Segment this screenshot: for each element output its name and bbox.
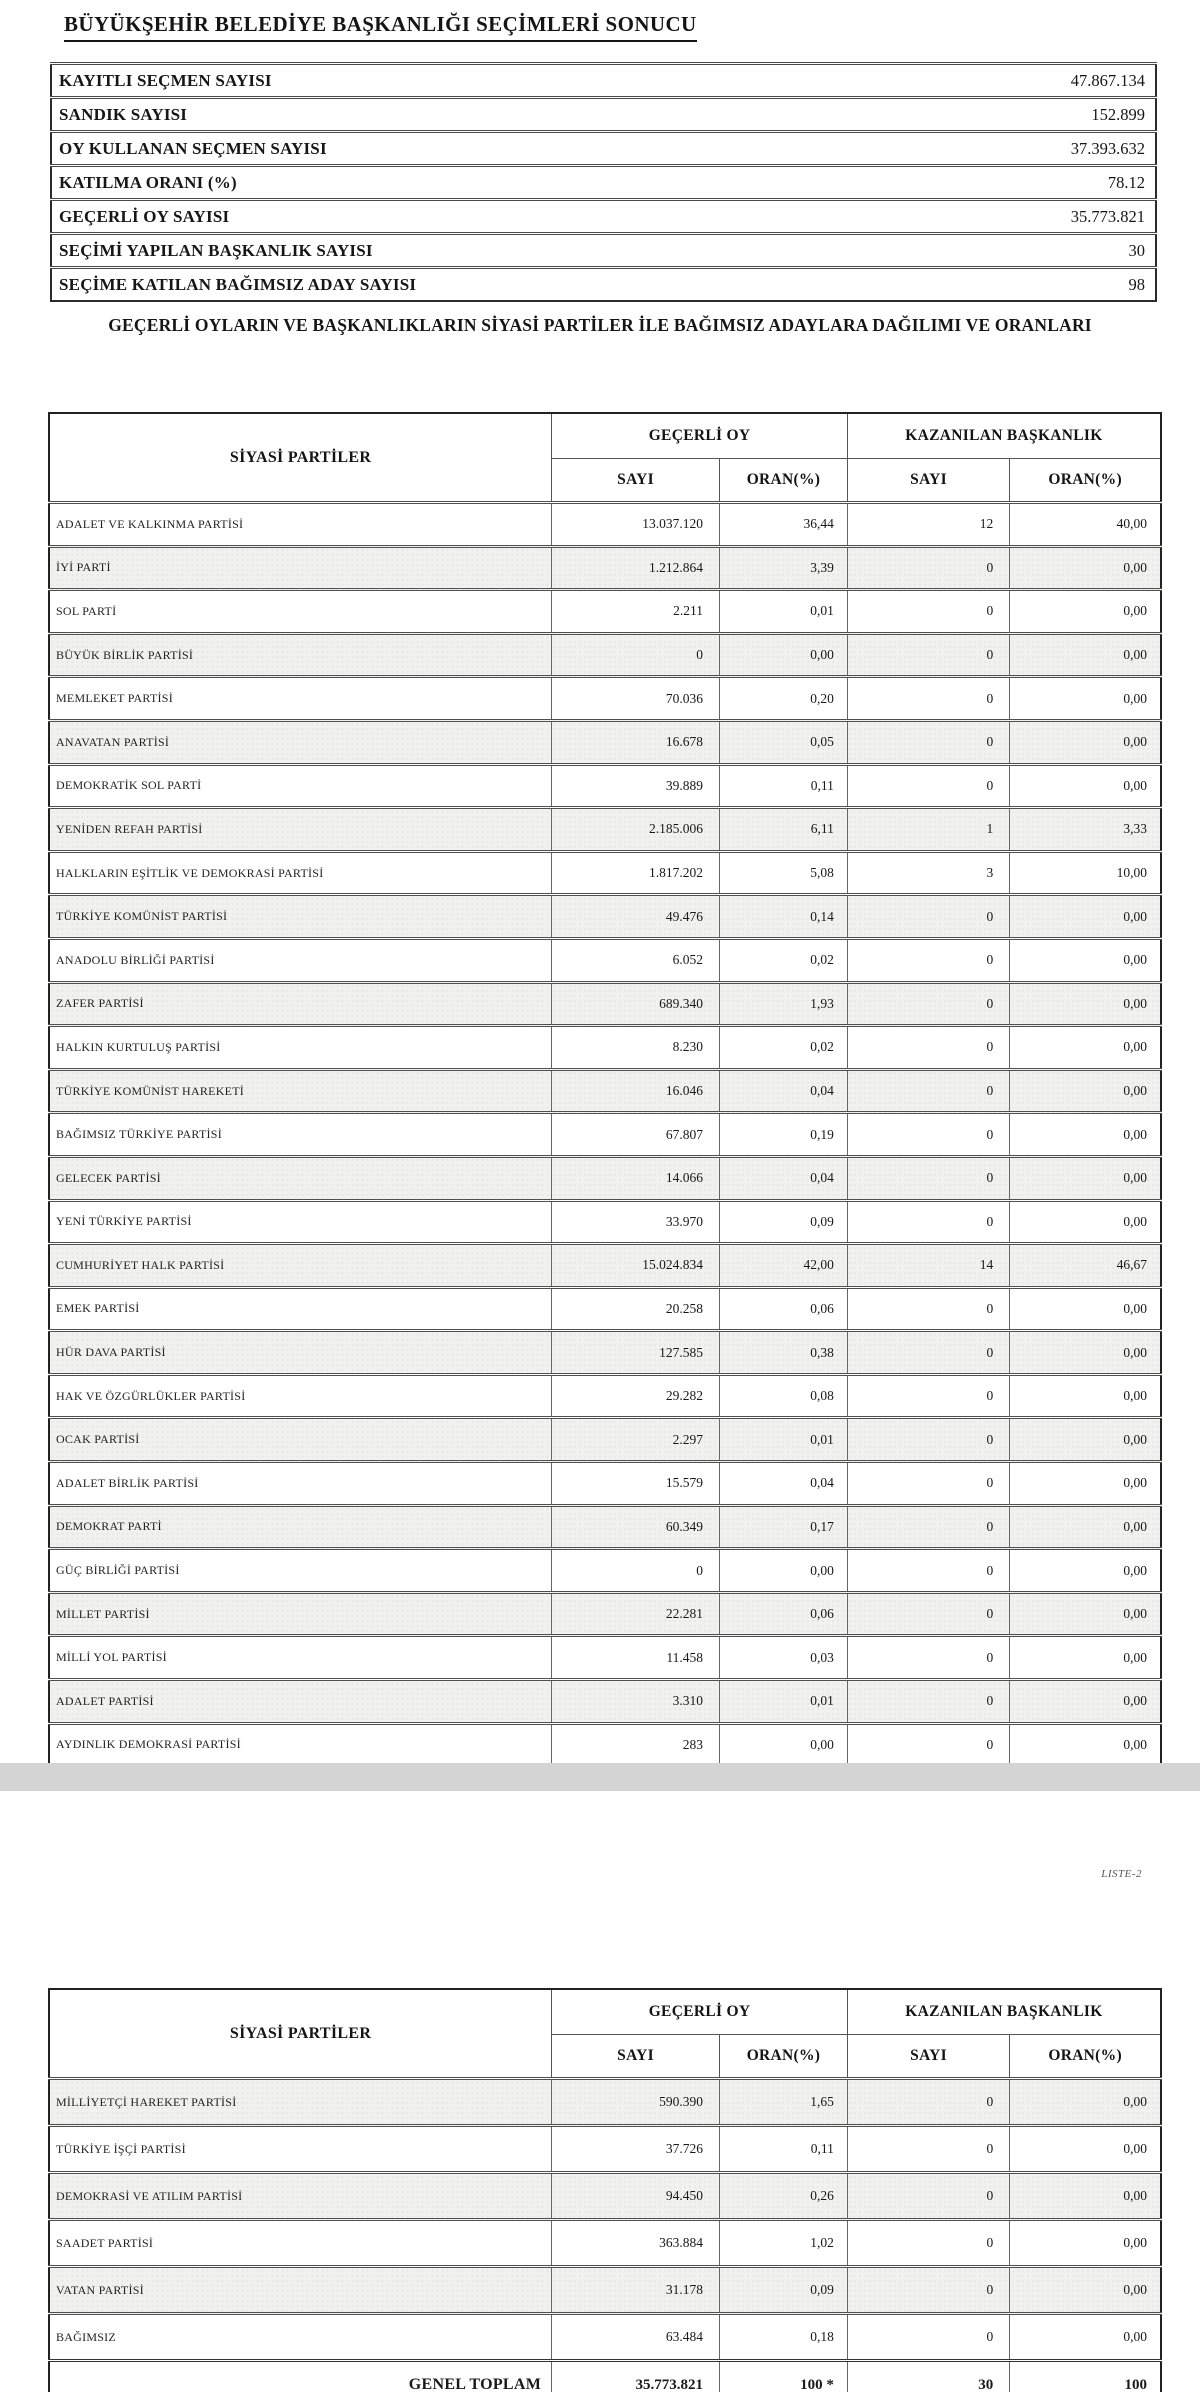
summary-label: SANDIK SAYISI bbox=[51, 98, 847, 132]
seats-cell: 0 bbox=[847, 1592, 1009, 1636]
seats-cell: 0 bbox=[847, 2267, 1009, 2314]
party-name-cell: MİLLİYETÇİ HAREKET PARTİSİ bbox=[49, 2079, 552, 2126]
seats-cell: 0 bbox=[847, 1636, 1009, 1680]
party-name-cell: ZAFER PARTİSİ bbox=[49, 982, 552, 1026]
seat-percent-cell: 0,00 bbox=[1010, 2220, 1161, 2267]
party-name-cell: DEMOKRASİ VE ATILIM PARTİSİ bbox=[49, 2173, 552, 2220]
seats-cell: 0 bbox=[847, 2220, 1009, 2267]
vote-percent-cell: 1,65 bbox=[720, 2079, 848, 2126]
votes-cell: 20.258 bbox=[552, 1287, 720, 1331]
votes-cell: 127.585 bbox=[552, 1331, 720, 1375]
party-result-row bbox=[49, 546, 1161, 590]
party-name-cell: MİLLİ YOL PARTİSİ bbox=[49, 1636, 552, 1680]
votes-cell: 16.678 bbox=[552, 720, 720, 764]
votes-cell: 11.458 bbox=[552, 1636, 720, 1680]
seat-percent-cell: 0,00 bbox=[1010, 1723, 1161, 1766]
party-result-row bbox=[49, 2079, 1161, 2126]
summary-label: OY KULLANAN SEÇMEN SAYISI bbox=[51, 132, 847, 166]
party-result-row bbox=[49, 764, 1161, 808]
party-result-row bbox=[49, 720, 1161, 764]
party-result-row bbox=[49, 590, 1161, 634]
seat-percent-cell: 0,00 bbox=[1010, 677, 1161, 721]
summary-label: KATILMA ORANI (%) bbox=[51, 166, 847, 200]
party-name-cell: YENİDEN REFAH PARTİSİ bbox=[49, 808, 552, 852]
header-won-mayorships: KAZANILAN BAŞKANLIK bbox=[847, 1989, 1161, 2035]
seat-percent-cell: 0,00 bbox=[1010, 1200, 1161, 1244]
summary-value: 35.773.821 bbox=[847, 200, 1156, 234]
main-results-table bbox=[48, 412, 1162, 1767]
votes-cell: 39.889 bbox=[552, 764, 720, 808]
seats-cell: 0 bbox=[847, 633, 1009, 677]
header-percent: ORAN(%) bbox=[1010, 459, 1161, 503]
vote-percent-cell: 0,14 bbox=[720, 895, 848, 939]
seat-percent-cell: 40,00 bbox=[1010, 503, 1161, 547]
votes-cell: 16.046 bbox=[552, 1069, 720, 1113]
party-result-row bbox=[49, 1244, 1161, 1288]
party-name-cell: ADALET VE KALKINMA PARTİSİ bbox=[49, 503, 552, 547]
summary-value: 30 bbox=[847, 234, 1156, 268]
vote-percent-cell: 0,09 bbox=[720, 1200, 848, 1244]
party-result-row bbox=[49, 938, 1161, 982]
votes-cell: 2.211 bbox=[552, 590, 720, 634]
votes-cell: 2.185.006 bbox=[552, 808, 720, 852]
seats-cell: 0 bbox=[847, 1331, 1009, 1375]
party-name-cell: BAĞIMSIZ TÜRKİYE PARTİSİ bbox=[49, 1113, 552, 1157]
party-name-cell: TÜRKİYE KOMÜNİST HAREKETİ bbox=[49, 1069, 552, 1113]
party-result-row bbox=[49, 851, 1161, 895]
seats-cell: 3 bbox=[847, 851, 1009, 895]
vote-percent-cell: 0,08 bbox=[720, 1374, 848, 1418]
seats-cell: 0 bbox=[847, 2126, 1009, 2173]
seat-percent-cell: 0,00 bbox=[1010, 1287, 1161, 1331]
votes-cell: 8.230 bbox=[552, 1026, 720, 1070]
vote-percent-cell: 6,11 bbox=[720, 808, 848, 852]
seats-cell: 0 bbox=[847, 2173, 1009, 2220]
seat-percent-cell: 0,00 bbox=[1010, 546, 1161, 590]
seats-cell: 0 bbox=[847, 1680, 1009, 1724]
summary-label: SEÇİMİ YAPILAN BAŞKANLIK SAYISI bbox=[51, 234, 847, 268]
header-count: SAYI bbox=[847, 2035, 1009, 2079]
seat-percent-cell: 0,00 bbox=[1010, 1680, 1161, 1724]
summary-row bbox=[51, 200, 1156, 234]
seat-percent-cell: 0,00 bbox=[1010, 1113, 1161, 1157]
party-name-cell: ANADOLU BİRLİĞİ PARTİSİ bbox=[49, 938, 552, 982]
party-name-cell: TÜRKİYE İŞÇİ PARTİSİ bbox=[49, 2126, 552, 2173]
page-separator-band bbox=[0, 1763, 1200, 1791]
party-result-row bbox=[49, 1156, 1161, 1200]
seat-percent-cell: 0,00 bbox=[1010, 590, 1161, 634]
vote-percent-cell: 0,11 bbox=[720, 764, 848, 808]
party-name-cell: ADALET PARTİSİ bbox=[49, 1680, 552, 1724]
party-result-row bbox=[49, 1680, 1161, 1724]
vote-percent-cell: 0,01 bbox=[720, 1418, 848, 1462]
seat-percent-cell: 0,00 bbox=[1010, 1331, 1161, 1375]
seats-cell: 0 bbox=[847, 1418, 1009, 1462]
votes-cell: 63.484 bbox=[552, 2314, 720, 2361]
party-result-row bbox=[49, 1113, 1161, 1157]
vote-percent-cell: 0,18 bbox=[720, 2314, 848, 2361]
party-name-cell: SOL PARTİ bbox=[49, 590, 552, 634]
party-result-row bbox=[49, 1331, 1161, 1375]
seat-percent-cell: 0,00 bbox=[1010, 764, 1161, 808]
summary-value: 98 bbox=[847, 268, 1156, 302]
vote-percent-cell: 0,02 bbox=[720, 1026, 848, 1070]
header-count: SAYI bbox=[552, 459, 720, 503]
seats-cell: 0 bbox=[847, 1156, 1009, 1200]
party-result-row bbox=[49, 1069, 1161, 1113]
party-result-row bbox=[49, 1374, 1161, 1418]
votes-cell: 363.884 bbox=[552, 2220, 720, 2267]
votes-cell: 94.450 bbox=[552, 2173, 720, 2220]
header-count: SAYI bbox=[552, 2035, 720, 2079]
votes-cell: 283 bbox=[552, 1723, 720, 1766]
seats-cell: 0 bbox=[847, 938, 1009, 982]
party-result-row bbox=[49, 503, 1161, 547]
seat-percent-cell: 10,00 bbox=[1010, 851, 1161, 895]
seats-cell: 0 bbox=[847, 1374, 1009, 1418]
grand-total-seats: 30 bbox=[847, 2361, 1009, 2392]
header-percent: ORAN(%) bbox=[1010, 2035, 1161, 2079]
party-name-cell: VATAN PARTİSİ bbox=[49, 2267, 552, 2314]
page-number-label: LISTE-2 bbox=[1101, 1868, 1142, 1880]
party-result-row bbox=[49, 2173, 1161, 2220]
seats-cell: 0 bbox=[847, 1549, 1009, 1593]
party-result-row bbox=[49, 2126, 1161, 2173]
seat-percent-cell: 0,00 bbox=[1010, 1636, 1161, 1680]
seats-cell: 0 bbox=[847, 720, 1009, 764]
summary-label: KAYITLI SEÇMEN SAYISI bbox=[51, 64, 847, 98]
vote-percent-cell: 0,03 bbox=[720, 1636, 848, 1680]
votes-cell: 14.066 bbox=[552, 1156, 720, 1200]
seat-percent-cell: 0,00 bbox=[1010, 1026, 1161, 1070]
votes-cell: 1.212.864 bbox=[552, 546, 720, 590]
vote-percent-cell: 0,26 bbox=[720, 2173, 848, 2220]
vote-percent-cell: 0,01 bbox=[720, 590, 848, 634]
party-name-cell: SAADET PARTİSİ bbox=[49, 2220, 552, 2267]
header-count: SAYI bbox=[847, 459, 1009, 503]
party-result-row bbox=[49, 677, 1161, 721]
continued-table-header bbox=[49, 1989, 1161, 2079]
seats-cell: 0 bbox=[847, 1287, 1009, 1331]
summary-row bbox=[51, 132, 1156, 166]
seat-percent-cell: 0,00 bbox=[1010, 1374, 1161, 1418]
vote-percent-cell: 0,02 bbox=[720, 938, 848, 982]
seat-percent-cell: 0,00 bbox=[1010, 2173, 1161, 2220]
party-name-cell: BAĞIMSIZ bbox=[49, 2314, 552, 2361]
party-result-row bbox=[49, 895, 1161, 939]
votes-cell: 1.817.202 bbox=[552, 851, 720, 895]
seats-cell: 0 bbox=[847, 1026, 1009, 1070]
party-result-row bbox=[49, 1592, 1161, 1636]
party-name-cell: HAK VE ÖZGÜRLÜKLER PARTİSİ bbox=[49, 1374, 552, 1418]
votes-cell: 60.349 bbox=[552, 1505, 720, 1549]
seats-cell: 0 bbox=[847, 677, 1009, 721]
vote-percent-cell: 1,02 bbox=[720, 2220, 848, 2267]
header-parties: SİYASİ PARTİLER bbox=[49, 1989, 552, 2079]
party-result-row bbox=[49, 1723, 1161, 1766]
seat-percent-cell: 0,00 bbox=[1010, 1505, 1161, 1549]
party-result-row bbox=[49, 2314, 1161, 2361]
party-name-cell: İYİ PARTİ bbox=[49, 546, 552, 590]
party-result-row bbox=[49, 1418, 1161, 1462]
votes-cell: 67.807 bbox=[552, 1113, 720, 1157]
seat-percent-cell: 3,33 bbox=[1010, 808, 1161, 852]
party-result-row bbox=[49, 1549, 1161, 1593]
seats-cell: 0 bbox=[847, 1200, 1009, 1244]
party-name-cell: OCAK PARTİSİ bbox=[49, 1418, 552, 1462]
vote-percent-cell: 0,00 bbox=[720, 633, 848, 677]
section-subtitle: GEÇERLİ OYLARIN VE BAŞKANLIKLARIN SİYASİ PARTİLER İLE BAĞIMSIZ ADAYLARA DAĞILIMI VE ORANLARI bbox=[108, 315, 1092, 335]
grand-total-row bbox=[49, 2361, 1161, 2392]
party-name-cell: GÜÇ BİRLİĞİ PARTİSİ bbox=[49, 1549, 552, 1593]
seat-percent-cell: 0,00 bbox=[1010, 938, 1161, 982]
votes-cell: 70.036 bbox=[552, 677, 720, 721]
seat-percent-cell: 0,00 bbox=[1010, 2079, 1161, 2126]
seat-percent-cell: 0,00 bbox=[1010, 895, 1161, 939]
seats-cell: 14 bbox=[847, 1244, 1009, 1288]
votes-cell: 13.037.120 bbox=[552, 503, 720, 547]
summary-row bbox=[51, 166, 1156, 200]
continued-results-table bbox=[48, 1988, 1162, 2392]
party-name-cell: HÜR DAVA PARTİSİ bbox=[49, 1331, 552, 1375]
party-name-cell: HALKLARIN EŞİTLİK VE DEMOKRASİ PARTİSİ bbox=[49, 851, 552, 895]
votes-cell: 49.476 bbox=[552, 895, 720, 939]
party-name-cell: ADALET BİRLİK PARTİSİ bbox=[49, 1462, 552, 1506]
grand-total-label: GENEL TOPLAM bbox=[49, 2361, 552, 2392]
header-valid-votes: GEÇERLİ OY bbox=[552, 1989, 848, 2035]
party-name-cell: EMEK PARTİSİ bbox=[49, 1287, 552, 1331]
votes-cell: 15.024.834 bbox=[552, 1244, 720, 1288]
votes-cell: 590.390 bbox=[552, 2079, 720, 2126]
seats-cell: 0 bbox=[847, 590, 1009, 634]
seat-percent-cell: 0,00 bbox=[1010, 2314, 1161, 2361]
party-result-row bbox=[49, 982, 1161, 1026]
party-name-cell: MEMLEKET PARTİSİ bbox=[49, 677, 552, 721]
party-name-cell: ANAVATAN PARTİSİ bbox=[49, 720, 552, 764]
party-result-row bbox=[49, 2267, 1161, 2314]
seat-percent-cell: 0,00 bbox=[1010, 2126, 1161, 2173]
vote-percent-cell: 0,19 bbox=[720, 1113, 848, 1157]
party-result-row bbox=[49, 1287, 1161, 1331]
seats-cell: 0 bbox=[847, 546, 1009, 590]
party-name-cell: AYDINLIK DEMOKRASİ PARTİSİ bbox=[49, 1723, 552, 1766]
vote-percent-cell: 1,93 bbox=[720, 982, 848, 1026]
summary-value: 37.393.632 bbox=[847, 132, 1156, 166]
vote-percent-cell: 0,20 bbox=[720, 677, 848, 721]
party-name-cell: MİLLET PARTİSİ bbox=[49, 1592, 552, 1636]
party-name-cell: DEMOKRAT PARTİ bbox=[49, 1505, 552, 1549]
votes-cell: 689.340 bbox=[552, 982, 720, 1026]
seats-cell: 0 bbox=[847, 1069, 1009, 1113]
seats-cell: 1 bbox=[847, 808, 1009, 852]
votes-cell: 0 bbox=[552, 1549, 720, 1593]
party-name-cell: DEMOKRATİK SOL PARTİ bbox=[49, 764, 552, 808]
vote-percent-cell: 0,01 bbox=[720, 1680, 848, 1724]
party-result-row bbox=[49, 1462, 1161, 1506]
party-name-cell: BÜYÜK BİRLİK PARTİSİ bbox=[49, 633, 552, 677]
seat-percent-cell: 0,00 bbox=[1010, 1069, 1161, 1113]
party-result-row bbox=[49, 1636, 1161, 1680]
seat-percent-cell: 0,00 bbox=[1010, 1156, 1161, 1200]
party-result-row bbox=[49, 633, 1161, 677]
party-name-cell: YENİ TÜRKİYE PARTİSİ bbox=[49, 1200, 552, 1244]
party-result-row bbox=[49, 2220, 1161, 2267]
party-result-row bbox=[49, 1200, 1161, 1244]
vote-percent-cell: 0,17 bbox=[720, 1505, 848, 1549]
party-name-cell: HALKIN KURTULUŞ PARTİSİ bbox=[49, 1026, 552, 1070]
summary-value: 78.12 bbox=[847, 166, 1156, 200]
grand-total-votes: 35.773.821 bbox=[552, 2361, 720, 2392]
vote-percent-cell: 0,00 bbox=[720, 1549, 848, 1593]
votes-cell: 0 bbox=[552, 633, 720, 677]
seats-cell: 0 bbox=[847, 2314, 1009, 2361]
votes-cell: 22.281 bbox=[552, 1592, 720, 1636]
seat-percent-cell: 0,00 bbox=[1010, 1592, 1161, 1636]
summary-value: 152.899 bbox=[847, 98, 1156, 132]
seats-cell: 0 bbox=[847, 1113, 1009, 1157]
main-table-header bbox=[49, 413, 1161, 503]
vote-percent-cell: 42,00 bbox=[720, 1244, 848, 1288]
vote-percent-cell: 0,38 bbox=[720, 1331, 848, 1375]
votes-cell: 2.297 bbox=[552, 1418, 720, 1462]
vote-percent-cell: 0,11 bbox=[720, 2126, 848, 2173]
vote-percent-cell: 0,09 bbox=[720, 2267, 848, 2314]
summary-row bbox=[51, 98, 1156, 132]
votes-cell: 29.282 bbox=[552, 1374, 720, 1418]
vote-percent-cell: 0,04 bbox=[720, 1156, 848, 1200]
seats-cell: 0 bbox=[847, 982, 1009, 1026]
vote-percent-cell: 0,04 bbox=[720, 1462, 848, 1506]
seat-percent-cell: 0,00 bbox=[1010, 982, 1161, 1026]
party-name-cell: TÜRKİYE KOMÜNİST PARTİSİ bbox=[49, 895, 552, 939]
summary-row bbox=[51, 234, 1156, 268]
votes-cell: 31.178 bbox=[552, 2267, 720, 2314]
seats-cell: 0 bbox=[847, 895, 1009, 939]
summary-label: GEÇERLİ OY SAYISI bbox=[51, 200, 847, 234]
seat-percent-cell: 0,00 bbox=[1010, 720, 1161, 764]
vote-percent-cell: 36,44 bbox=[720, 503, 848, 547]
party-name-cell: GELECEK PARTİSİ bbox=[49, 1156, 552, 1200]
header-parties: SİYASİ PARTİLER bbox=[49, 413, 552, 503]
vote-percent-cell: 5,08 bbox=[720, 851, 848, 895]
grand-total-seat-percent: 100 bbox=[1010, 2361, 1161, 2392]
seats-cell: 0 bbox=[847, 1723, 1009, 1766]
seat-percent-cell: 0,00 bbox=[1010, 1462, 1161, 1506]
vote-percent-cell: 0,04 bbox=[720, 1069, 848, 1113]
seat-percent-cell: 0,00 bbox=[1010, 633, 1161, 677]
vote-percent-cell: 0,00 bbox=[720, 1723, 848, 1766]
vote-percent-cell: 0,06 bbox=[720, 1287, 848, 1331]
header-percent: ORAN(%) bbox=[720, 2035, 848, 2079]
header-won-mayorships: KAZANILAN BAŞKANLIK bbox=[847, 413, 1161, 459]
page-title: BÜYÜKŞEHİR BELEDİYE BAŞKANLIĞI SEÇİMLERİ SONUCU bbox=[64, 12, 697, 42]
summary-row bbox=[51, 268, 1156, 302]
party-result-row bbox=[49, 1026, 1161, 1070]
votes-cell: 33.970 bbox=[552, 1200, 720, 1244]
header-valid-votes: GEÇERLİ OY bbox=[552, 413, 848, 459]
summary-table bbox=[50, 62, 1157, 302]
votes-cell: 15.579 bbox=[552, 1462, 720, 1506]
vote-percent-cell: 3,39 bbox=[720, 546, 848, 590]
seats-cell: 0 bbox=[847, 764, 1009, 808]
votes-cell: 37.726 bbox=[552, 2126, 720, 2173]
votes-cell: 3.310 bbox=[552, 1680, 720, 1724]
grand-total-vote-percent: 100 * bbox=[720, 2361, 848, 2392]
seats-cell: 0 bbox=[847, 2079, 1009, 2126]
vote-percent-cell: 0,06 bbox=[720, 1592, 848, 1636]
seat-percent-cell: 0,00 bbox=[1010, 1418, 1161, 1462]
seat-percent-cell: 46,67 bbox=[1010, 1244, 1161, 1288]
votes-cell: 6.052 bbox=[552, 938, 720, 982]
party-name-cell: CUMHURİYET HALK PARTİSİ bbox=[49, 1244, 552, 1288]
seat-percent-cell: 0,00 bbox=[1010, 1549, 1161, 1593]
summary-label: SEÇİME KATILAN BAĞIMSIZ ADAY SAYISI bbox=[51, 268, 847, 302]
party-result-row bbox=[49, 1505, 1161, 1549]
header-percent: ORAN(%) bbox=[720, 459, 848, 503]
seats-cell: 12 bbox=[847, 503, 1009, 547]
summary-row bbox=[51, 64, 1156, 98]
vote-percent-cell: 0,05 bbox=[720, 720, 848, 764]
seat-percent-cell: 0,00 bbox=[1010, 2267, 1161, 2314]
summary-value: 47.867.134 bbox=[847, 64, 1156, 98]
seats-cell: 0 bbox=[847, 1505, 1009, 1549]
party-result-row bbox=[49, 808, 1161, 852]
seats-cell: 0 bbox=[847, 1462, 1009, 1506]
